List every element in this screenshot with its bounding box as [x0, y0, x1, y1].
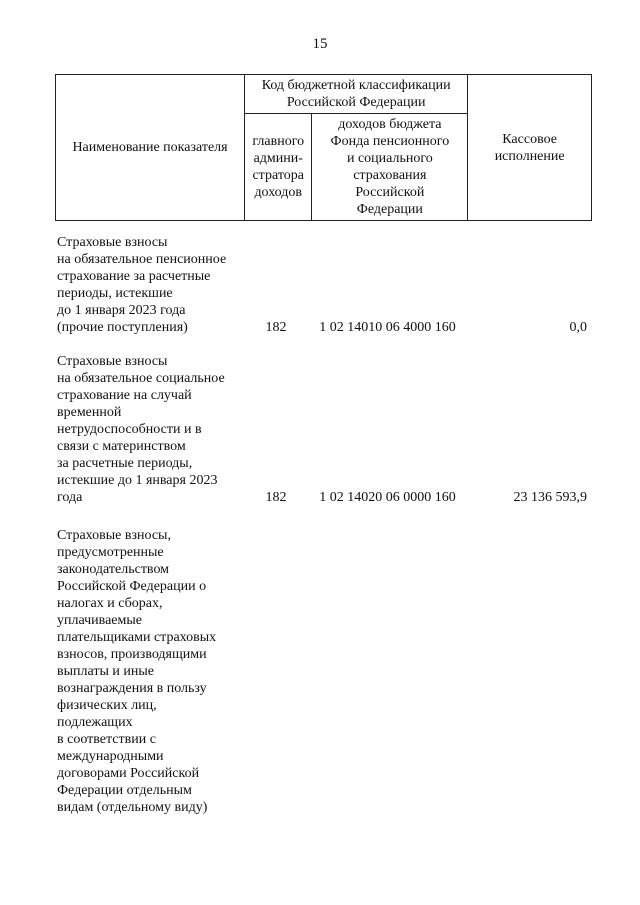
row-name-line: международными [57, 749, 164, 764]
header-budget-line: Код бюджетной классификации [261, 78, 451, 93]
row-name-line: в соответствии с [57, 732, 156, 747]
row-name-line: видам (отдельному виду) [57, 800, 208, 815]
row-name-line: (прочие поступления) [57, 320, 188, 335]
row-name-line: предусмотренные [57, 545, 164, 560]
header-income-line: страхования [353, 168, 427, 183]
row-name-line: Страховые взносы [57, 235, 168, 250]
header-income-line: доходов бюджета [338, 117, 442, 132]
header-admin-line: главного [252, 134, 305, 149]
row-admin-code: 182 [265, 320, 287, 335]
row-name-line: страхование на случай [57, 388, 192, 403]
page-number: 15 [312, 36, 328, 52]
row-amount: 0,0 [569, 320, 587, 335]
row-name-line: на обязательное пенсионное [57, 252, 227, 267]
row-amount: 23 136 593,9 [513, 490, 587, 505]
row-name-line: законодательством [57, 562, 170, 577]
row-name-line: до 1 января 2023 года [57, 303, 186, 318]
header-cash-col [468, 75, 592, 221]
header-name-col: Наименование показателя [56, 75, 245, 221]
row-name-line: на обязательное социальное [57, 371, 225, 386]
header-cash-line: исполнение [494, 148, 565, 164]
header-budget-line: Российской Федерации [286, 95, 426, 110]
row-name-line: вознаграждения в пользу [57, 681, 207, 696]
row-name [57, 353, 247, 506]
row-name-line: Страховые взносы [57, 354, 168, 369]
row-name-line: года [57, 490, 83, 505]
row-name-line: истекшие до 1 января 2023 [57, 473, 218, 488]
header-income-col [312, 114, 468, 221]
row-name-line: Страховые взносы, [57, 528, 171, 543]
row-name-line: страхование за расчетные [57, 269, 211, 284]
row-name-line: физических лиц, [57, 698, 157, 713]
row-name-line: плательщиками страховых [57, 630, 217, 645]
row-name [57, 234, 247, 336]
row-budget-code: 1 02 14020 06 0000 160 [319, 490, 456, 505]
row-name [57, 527, 247, 816]
header-admin-col [245, 114, 312, 221]
row-budget-code: 1 02 14010 06 4000 160 [319, 320, 456, 335]
row-name-line: налогах и сборах, [57, 596, 163, 611]
row-name-line: подлежащих [57, 715, 133, 730]
header-income-line: Фонда пенсионного [330, 134, 450, 149]
row-admin-code: 182 [265, 490, 287, 505]
row-name-line: за расчетные периоды, [57, 456, 193, 471]
header-income-line: Федерации [356, 202, 423, 217]
header-admin-line: доходов [254, 185, 303, 200]
header-budget-code-group [245, 75, 468, 114]
row-name-line: периоды, истекшие [57, 286, 173, 301]
row-name-line: Федерации отдельным [57, 783, 192, 798]
header-cash-line: Кассовое [502, 131, 557, 147]
row-name-line: связи с материнством [57, 439, 186, 454]
row-name-line: Российской Федерации о [57, 579, 207, 594]
header-admin-line: стратора [252, 168, 304, 183]
row-name-line: уплачиваемые [57, 613, 142, 628]
header-income-line: Российской [355, 185, 425, 200]
table-header [55, 74, 592, 221]
header-admin-line: админи- [253, 151, 303, 166]
row-name-line: взносов, производящими [57, 647, 207, 662]
row-name-line: временной [57, 405, 122, 420]
row-name-line: нетрудоспособности и в [57, 422, 202, 437]
row-name-line: выплаты и иные [57, 664, 154, 679]
header-income-line: и социального [346, 151, 433, 166]
row-name-line: договорами Российской [57, 766, 200, 781]
